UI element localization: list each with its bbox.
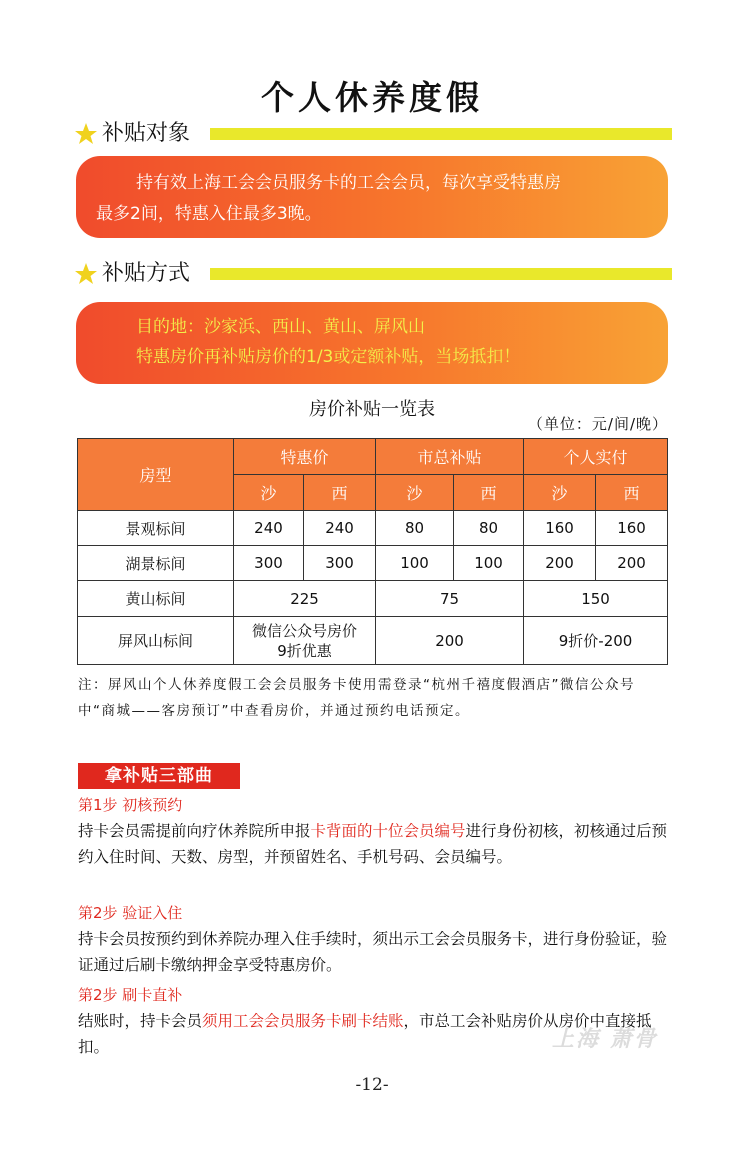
step-text: 持卡会员需提前向疗休养院所申报	[78, 822, 311, 840]
steps-banner: 拿补贴三部曲	[78, 763, 240, 789]
star-icon	[74, 262, 98, 286]
price-subsidy-table	[77, 438, 668, 665]
section-divider-bar	[210, 128, 672, 140]
table-row	[78, 511, 668, 546]
method-line-2: 特惠房价再补贴房价的1/3或定额补贴，当场抵扣！	[136, 347, 521, 367]
table-cell: 100	[454, 546, 524, 581]
table-cell	[234, 617, 376, 665]
table-row	[78, 581, 668, 617]
table-cell: 240	[234, 511, 304, 546]
table-cell: 300	[234, 546, 304, 581]
table-cell: 75	[376, 581, 524, 617]
table-cell: 200	[376, 617, 524, 665]
table-row	[78, 546, 668, 581]
table-cell: 100	[376, 546, 454, 581]
header-sha: 沙	[234, 475, 304, 511]
step-3-title: 第2步 刷卡直补	[78, 986, 183, 1004]
table-cell: 80	[454, 511, 524, 546]
section-label-target: 补贴对象	[102, 121, 191, 146]
table-cell: 9折价-200	[524, 617, 668, 665]
step-highlight: 须用工会会员服务卡刷卡结账	[202, 1012, 404, 1030]
table-cell: 200	[596, 546, 668, 581]
table-unit: （单位：元/间/晚）	[527, 415, 668, 433]
method-line-1: 目的地：沙家浜、西山、黄山、屏风山	[136, 317, 425, 337]
header-sha: 沙	[524, 475, 596, 511]
step-highlight: 卡背面的十位会员编号	[310, 822, 466, 840]
table-cell: 225	[234, 581, 376, 617]
step-1-title: 第1步 初核预约	[78, 796, 183, 814]
step-text: 结账时，持卡会员	[78, 1012, 203, 1030]
table-row	[78, 617, 668, 665]
section-header-method	[74, 258, 674, 292]
target-description-box	[76, 156, 668, 238]
table-cell: 160	[596, 511, 668, 546]
step-text: 持卡会员按预约到休养院办理入住手续时，须出示工会会员服务卡，进行身份验证，验证通过后刷卡缴纳押金享受特惠房价。	[78, 930, 668, 974]
page-title: 个人休养度假	[261, 78, 483, 117]
step-2-body	[78, 926, 672, 978]
section-label-method: 补贴方式	[102, 261, 191, 286]
table-cell: 150	[524, 581, 668, 617]
page-number: -12-	[355, 1075, 389, 1095]
step-text: ，市总工会补贴房价从房价中直接抵扣。	[78, 1012, 652, 1056]
header-special-price: 特惠价	[234, 439, 376, 475]
table-cell: 240	[304, 511, 376, 546]
step-1-body	[78, 818, 672, 870]
room-name: 屏风山标间	[78, 617, 234, 665]
room-name: 黄山标间	[78, 581, 234, 617]
header-sha: 沙	[376, 475, 454, 511]
header-xi: 西	[454, 475, 524, 511]
step-text: 进行身份初核，初核通过后预约入住时间、天数、房型，并预留姓名、手机号码、会员编号。	[78, 822, 668, 866]
table-cell: 80	[376, 511, 454, 546]
header-personal-pay: 个人实付	[524, 439, 668, 475]
header-subsidy: 市总补贴	[376, 439, 524, 475]
table-title: 房价补贴一览表	[309, 399, 435, 420]
section-divider-bar	[210, 268, 672, 280]
table-note: 注：屏风山个人休养度假工会会员服务卡使用需登录“杭州千禧度假酒店”微信公众号中“商城——客房预订”中查看房价，并通过预约电话预定。	[78, 677, 635, 719]
target-line-1: 持有效上海工会会员服务卡的工会会员，每次享受特惠房	[136, 173, 561, 193]
header-room-type: 房型	[78, 439, 234, 511]
room-name: 景观标间	[78, 511, 234, 546]
star-icon	[74, 122, 98, 146]
pingfeng-special-line-2: 9折优惠	[277, 641, 332, 660]
table-cell: 160	[524, 511, 596, 546]
section-header-target	[74, 118, 674, 152]
room-name: 湖景标间	[78, 546, 234, 581]
header-xi: 西	[304, 475, 376, 511]
step-2-title: 第2步 验证入住	[78, 904, 183, 922]
header-xi: 西	[596, 475, 668, 511]
target-line-2: 最多2间，特惠入住最多3晚。	[96, 204, 322, 224]
table-cell: 300	[304, 546, 376, 581]
watermark: 上海 萧骨	[552, 1027, 658, 1052]
method-description-box	[76, 302, 668, 384]
pingfeng-special-line-1: 微信公众号房价	[252, 621, 358, 640]
table-cell: 200	[524, 546, 596, 581]
